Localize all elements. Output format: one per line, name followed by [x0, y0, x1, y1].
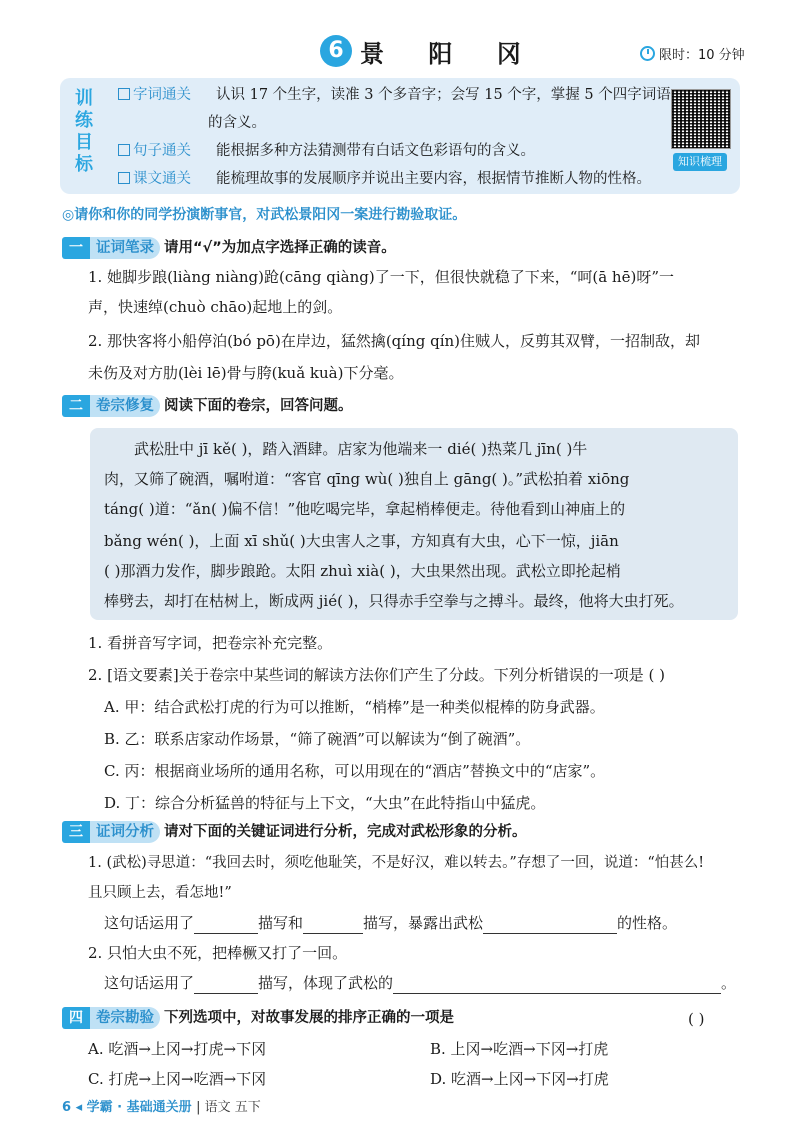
- time-limit-text: 限时：10 分钟: [659, 48, 745, 63]
- q3-line: 1. (武松)寻思道：“我回去时，须吃他耻笑，不是好汉，难以转去。”存想了一回，说道：“怕甚么!: [88, 855, 705, 871]
- answer-blank[interactable]: [483, 915, 617, 934]
- q2-option-a[interactable]: A. 甲：结合武松打虎的行为可以推断，“梢棒”是一种类似棍棒的防身武器。: [104, 698, 605, 716]
- q4-option-d[interactable]: D. 吃酒→上冈→下冈→打虎: [430, 1070, 609, 1088]
- section-tag: 卷宗修复: [90, 395, 160, 417]
- q1-line: 2. 那快客将小船停泊(bó pō)在岸边，猛然擒(qíng qín)住贼人，反剪其双臂，一招制敌，却: [88, 332, 701, 350]
- section-2-header: [62, 394, 353, 418]
- answer-blank[interactable]: [393, 975, 721, 994]
- goal-label: 字词通关: [133, 87, 191, 103]
- section-instruction: 请用“√”为加点字选择正确的读音。: [164, 240, 396, 256]
- goal-label: 课文通关: [133, 171, 191, 187]
- section-tag: 卷宗勘验: [90, 1007, 160, 1029]
- section-tag: 证词笔录: [90, 237, 160, 259]
- q2-option-d[interactable]: D. 丁：综合分析猛兽的特征与上下文，“大虫”在此特指山中猛虎。: [104, 794, 546, 812]
- section-4-header: [62, 1006, 454, 1030]
- goal-label: 句子通关: [133, 143, 191, 159]
- fill-text: 这句话运用了: [104, 974, 195, 992]
- passage-line: táng( )道：“ǎn( )偏不信！”他吃喝完毕，拿起梢棒便走。待他看到山神庙上的: [104, 500, 626, 518]
- fill-text: 描写，体现了武松的: [258, 974, 394, 992]
- answer-paren[interactable]: ( ): [688, 1010, 705, 1028]
- q3-fill-line: [104, 912, 677, 934]
- q4-option-b[interactable]: B. 上冈→吃酒→下冈→打虎: [430, 1040, 609, 1058]
- goal-row-words: [118, 84, 671, 106]
- checkbox-icon[interactable]: [118, 88, 130, 100]
- goal-text: 能梳理故事的发展顺序并说出主要内容，根据情节推断人物的性格。: [216, 171, 651, 187]
- clock-icon: [640, 46, 655, 61]
- q1-line: 未伤及对方肋(lèi lē)骨与胯(kuǎ kuà)下分毫。: [88, 364, 404, 382]
- passage-line: 棒劈去，却打在枯树上，断成两 jié( )，只得赤手空拳与之搏斗。最终，他将大虫打死。: [104, 592, 684, 610]
- passage-line: bǎng wén( )，上面 xī shǔ( )大虫害人之事，方知真有大虫，心下一惊，jiān: [104, 532, 619, 550]
- q2-item2: 2. [语文要素]关于卷宗中某些词的解读方法你们产生了分歧。下列分析错误的一项是 ( ): [88, 666, 666, 684]
- answer-blank[interactable]: [194, 915, 258, 934]
- section-number: 三: [62, 821, 90, 843]
- passage-line: 肉，又筛了碗酒，嘱咐道：“客官 qīng wù( )独自上 gāng( )。”武松拍着 xiōng: [104, 470, 630, 488]
- lesson-number: 6: [320, 35, 352, 67]
- qr-label: 知识梳理: [673, 153, 727, 171]
- section-number: 一: [62, 237, 90, 259]
- q2-option-c[interactable]: C. 丙：根据商业场所的通用名称，可以用现在的“酒店”替换文中的“店家”。: [104, 762, 606, 780]
- time-limit: [640, 44, 745, 63]
- q3-line: 2. 只怕大虫不死，把棒橛又打了一回。: [88, 944, 348, 962]
- page-title: 景 阳 冈: [360, 40, 539, 68]
- subject-label: 语文 五下: [204, 1100, 261, 1115]
- q1-line: 1. 她脚步踉(liàng niàng)跄(cāng qiàng)了一下，但很快就稳了下来，“呵(ā hē)呀”一: [88, 268, 674, 286]
- q2-item1: 1. 看拼音写字词，把卷宗补充完整。: [88, 634, 333, 652]
- q3-fill-line: [104, 972, 736, 994]
- answer-blank[interactable]: [303, 915, 363, 934]
- answer-blank[interactable]: [194, 975, 258, 994]
- section-1-header: [62, 236, 396, 260]
- section-number: 四: [62, 1007, 90, 1029]
- section-instruction: 下列选项中，对故事发展的排序正确的一项是: [164, 1010, 454, 1026]
- fill-text: 。: [721, 974, 737, 992]
- fill-text: 描写和: [258, 914, 304, 932]
- section-instruction: 阅读下面的卷宗，回答问题。: [164, 398, 353, 414]
- goal-row-text: [118, 168, 651, 190]
- goals-tag-text: 训练目标: [75, 88, 93, 175]
- section-3-header: [62, 820, 527, 844]
- book-title: 学霸 · 基础通关册: [86, 1100, 192, 1115]
- checkbox-icon[interactable]: [118, 172, 130, 184]
- intro-text: ◎请你和你的同学扮演断事官，对武松景阳冈一案进行勘验取证。: [62, 207, 467, 223]
- passage-line: 武松肚中 jī kě( )，踏入酒肆。店家为他端来一 dié( )热菜几 jīn( )牛: [134, 440, 588, 458]
- q4-option-a[interactable]: A. 吃酒→上冈→打虎→下冈: [88, 1040, 267, 1058]
- q4-option-c[interactable]: C. 打虎→上冈→吃酒→下冈: [88, 1070, 267, 1088]
- q3-line: 且只顾上去，看怎地!”: [88, 885, 232, 901]
- fill-text: 的性格。: [617, 914, 678, 932]
- q1-line: 声，快速绰(chuò chāo)起地上的剑。: [88, 298, 343, 316]
- goal-text: 能根据多种方法猜测带有白话文色彩语句的含义。: [216, 143, 535, 159]
- goal-row-sentences: [118, 140, 535, 162]
- goals-tag: [66, 88, 102, 176]
- goal-row-words-cont: [208, 112, 266, 134]
- q2-option-b[interactable]: B. 乙：联系店家动作场景，“筛了碗酒”可以解读为“倒了碗酒”。: [104, 730, 531, 748]
- section-tag: 证词分析: [90, 821, 160, 843]
- qr-code[interactable]: [671, 89, 731, 149]
- goal-text: 认识 17 个生字，读准 3 个多音字；会写 15 个字，掌握 5 个四字词语: [216, 87, 671, 103]
- passage-line: ( )那酒力发作，脚步踉跄。太阳 zhuì xià( )，大虫果然出现。武松立即抡起梢: [104, 562, 621, 580]
- checkbox-icon[interactable]: [118, 144, 130, 156]
- page-number: 6: [62, 1100, 72, 1115]
- goal-text: 的含义。: [208, 115, 266, 131]
- fill-text: 描写，暴露出武松: [363, 914, 484, 932]
- section-instruction: 请对下面的关键证词进行分析，完成对武松形象的分析。: [164, 824, 527, 840]
- section-number: 二: [62, 395, 90, 417]
- fill-text: 这句话运用了: [104, 914, 195, 932]
- footer: 6 ◂ 学霸 · 基础通关册 | 语文 五下: [62, 1100, 261, 1115]
